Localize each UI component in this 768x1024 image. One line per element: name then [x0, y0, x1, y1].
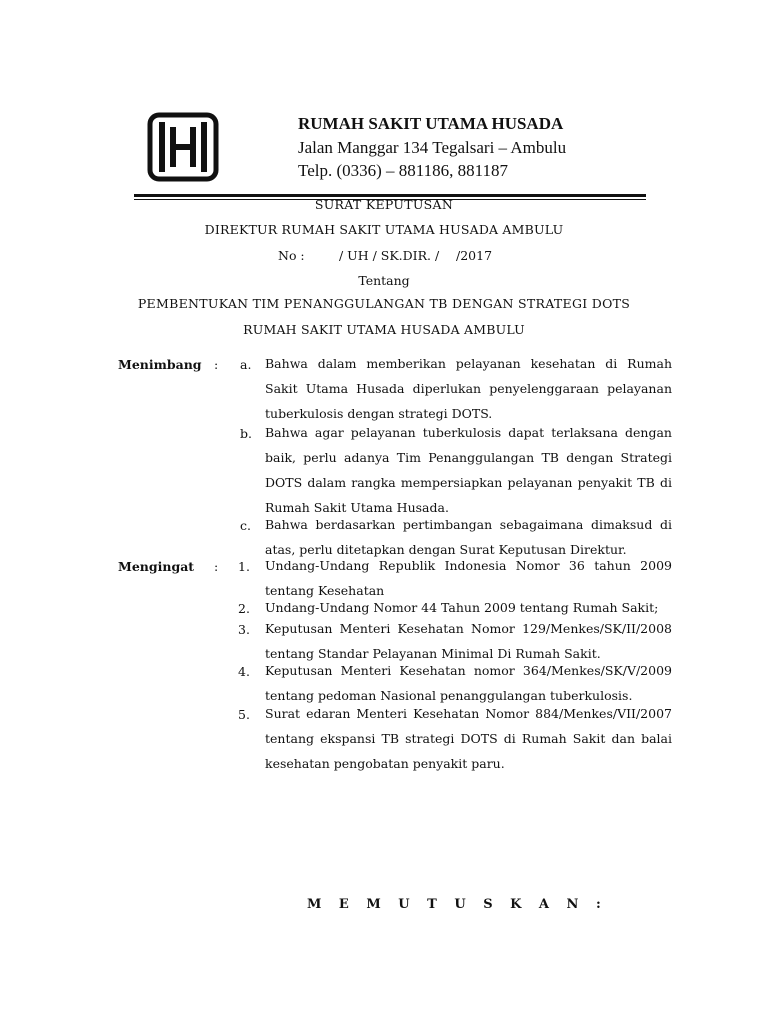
mengingat-mark-3: 3. — [238, 622, 250, 637]
menimbang-item-b: Bahwa agar pelayanan tuberkulosis dapat terlaksana dengan baik, perlu adanya Tim Penanggulangan TB dengan Strategi DOTS dalam rangka mempersiapkan pelayanan penyakit TB di Rumah Sakit Utama Husada. — [265, 425, 672, 515]
decree-title: SURAT KEPUTUSAN — [314, 197, 454, 212]
menimbang-mark-c: c. — [240, 518, 251, 533]
decree-issuer: DIREKTUR RUMAH SAKIT UTAMA HUSADA AMBULU — [204, 222, 564, 237]
decree-about: Tentang — [358, 273, 410, 288]
mengingat-label: Mengingat — [118, 559, 195, 574]
menimbang-mark-a: a. — [240, 357, 252, 372]
mengingat-mark-4: 4. — [238, 664, 250, 679]
menimbang-colon: : — [214, 357, 219, 372]
mengingat-item-2: Undang-Undang Nomor 44 Tahun 2009 tentang Rumah Sakit; — [265, 600, 659, 615]
hospital-name: RUMAH SAKIT UTAMA HUSADA — [298, 114, 564, 133]
mengingat-item-1: Undang-Undang Republik Indonesia Nomor 36 tahun 2009 tentang Kesehatan — [265, 558, 672, 598]
decree-subject-line-1: PEMBENTUKAN TIM PENANGGULANGAN TB DENGAN STRATEGI DOTS — [137, 296, 631, 311]
menimbang-label: Menimbang — [118, 357, 202, 372]
mengingat-mark-5: 5. — [238, 707, 250, 722]
mengingat-item-4: Keputusan Menteri Kesehatan nomor 364/Menkes/SK/V/2009 tentang pedoman Nasional penanggulangan tuberkulosis. — [265, 663, 672, 703]
mengingat-item-3: Keputusan Menteri Kesehatan Nomor 129/Menkes/SK/II/2008 tentang Standar Pelayanan Minimal Di Rumah Sakit. — [265, 621, 672, 661]
mengingat-item-5: Surat edaran Menteri Kesehatan Nomor 884/Menkes/VII/2007 tentang ekspansi TB strategi DOTS di Rumah Sakit dan balai kesehatan pengobatan penyakit paru. — [265, 706, 672, 771]
decree-number-year: /2017 — [456, 248, 493, 263]
menimbang-item-c: Bahwa berdasarkan pertimbangan sebagaimana dimaksud di atas, perlu ditetapkan dengan Surat Keputusan Direktur. — [265, 517, 672, 557]
decree-number-label: No : — [278, 248, 305, 263]
decision-heading: M E M U T U S K A N : — [307, 897, 608, 912]
decree-subject-line-2: RUMAH SAKIT UTAMA HUSADA AMBULU — [243, 322, 525, 337]
menimbang-mark-b: b. — [240, 426, 252, 441]
mengingat-mark-2: 2. — [238, 601, 250, 616]
decree-number-value: / UH / SK.DIR. / — [339, 248, 440, 263]
menimbang-item-a: Bahwa dalam memberikan pelayanan kesehatan di Rumah Sakit Utama Husada diperlukan penyelenggaraan pelayanan tuberkulosis dengan strategi DOTS. — [265, 356, 672, 421]
hospital-phone: Telp. (0336) – 881186, 881187 — [298, 161, 509, 180]
mengingat-mark-1: 1. — [238, 559, 250, 574]
mengingat-colon: : — [214, 559, 219, 574]
hospital-logo — [147, 112, 219, 182]
hospital-address: Jalan Manggar 134 Tegalsari – Ambulu — [298, 138, 567, 157]
